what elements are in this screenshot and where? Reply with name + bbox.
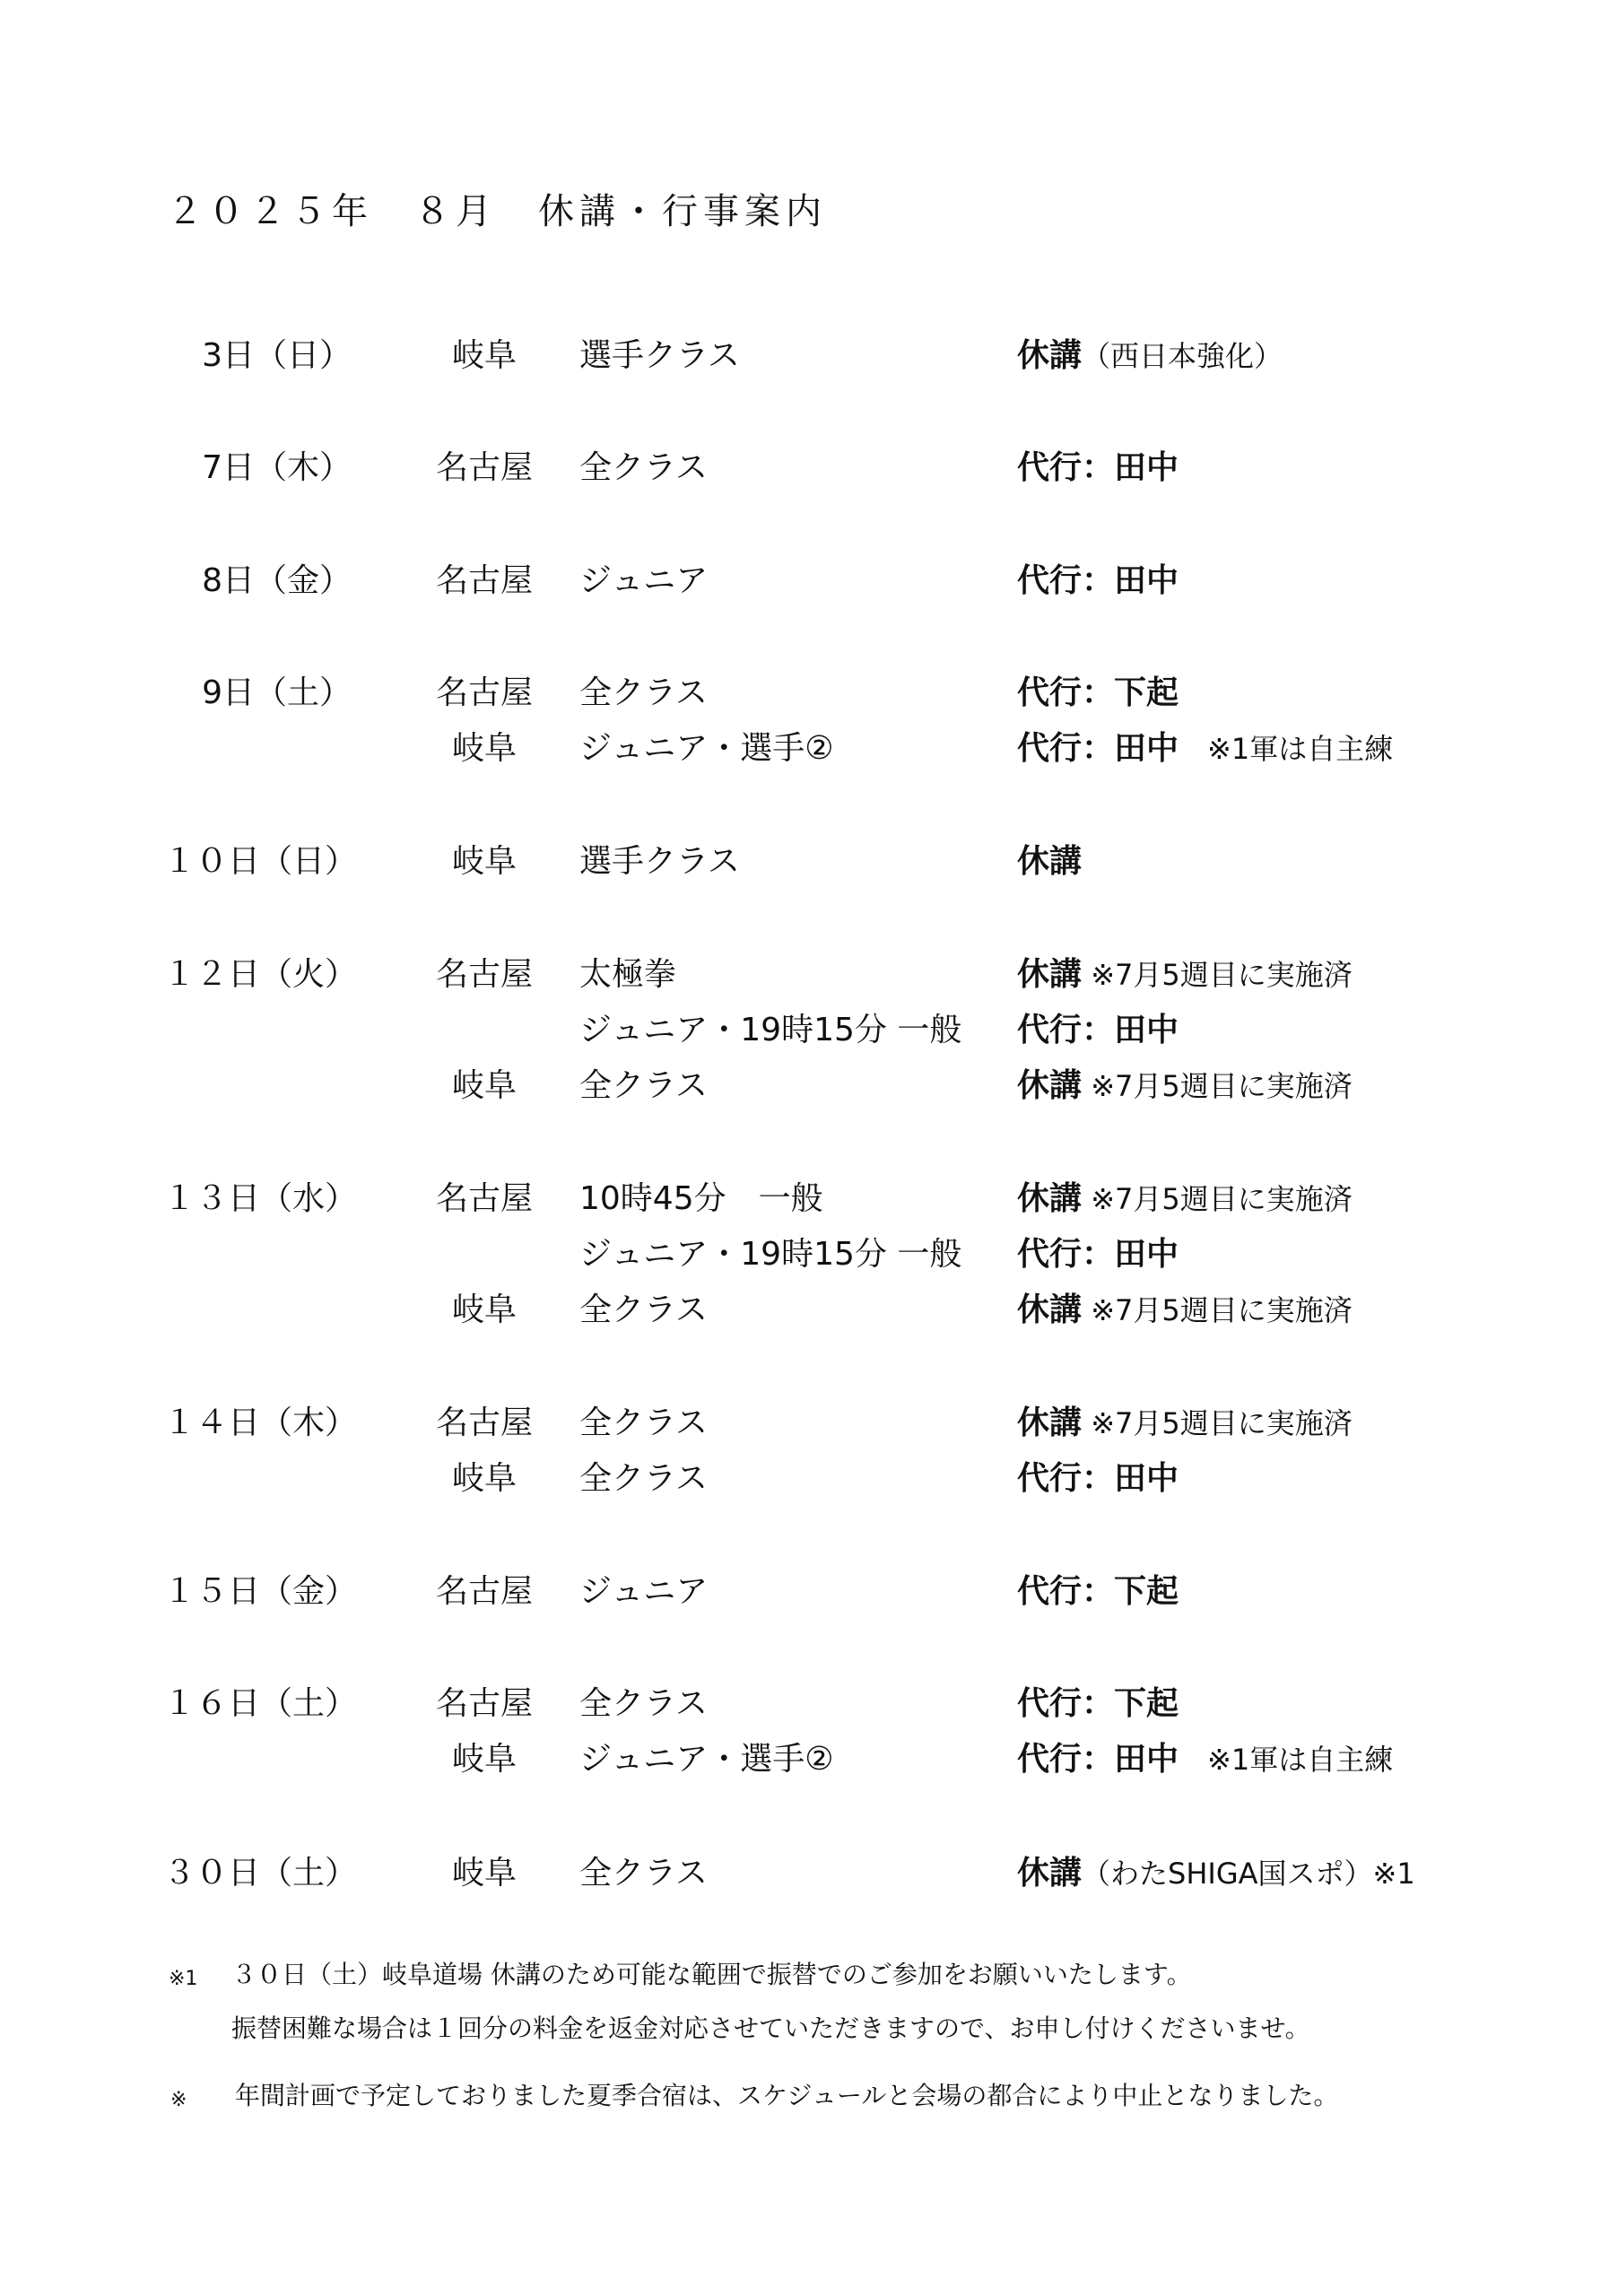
- row-class: 全クラス: [579, 1460, 708, 1497]
- row-venue: 名古屋: [435, 956, 533, 993]
- row-status: [1017, 1734, 1393, 1779]
- row-class: 全クラス: [579, 1067, 708, 1104]
- row-status: [1017, 1229, 1179, 1274]
- row-venue: 岐阜: [451, 1855, 517, 1892]
- row-status-note: ※7月5週目に実施済: [1082, 1182, 1353, 1216]
- footnote-1-line-1: ３０日（土）岐阜道場 休講のため可能な範囲で振替でのご参加をお願いいたします。: [231, 1960, 1192, 1989]
- row-status: [1017, 330, 1283, 376]
- row-status-label: 代行：田中: [1017, 730, 1179, 767]
- row-date: １４日（木）: [163, 1405, 358, 1441]
- row-class: 選手クラス: [579, 843, 740, 880]
- row-venue: 名古屋: [435, 449, 533, 486]
- row-class: 太極拳: [579, 956, 677, 993]
- row-status-label: 休講: [1017, 1405, 1083, 1441]
- row-status: [1017, 1060, 1353, 1106]
- row-date: 8日（金）: [202, 562, 352, 599]
- row-date: １６日（土）: [163, 1685, 358, 1722]
- row-venue: 岐阜: [451, 1741, 517, 1778]
- row-status: [1017, 723, 1393, 769]
- row-class: 選手クラス: [579, 337, 740, 374]
- row-status-label: 休講: [1017, 1067, 1083, 1104]
- row-class: ジュニア: [579, 1573, 709, 1610]
- row-status-label: 代行：田中: [1017, 1236, 1179, 1273]
- footnote-2-mark: ※: [170, 2089, 187, 2111]
- row-date: 3日（日）: [202, 337, 352, 374]
- row-status-label: 休講: [1017, 956, 1083, 993]
- row-venue: 名古屋: [435, 1685, 533, 1722]
- row-status-note: ※7月5週目に実施済: [1082, 958, 1353, 992]
- row-date: １２日（火）: [163, 956, 358, 993]
- row-status: [1017, 555, 1179, 601]
- row-status: [1017, 1678, 1179, 1724]
- footnote-1-mark: ※1: [169, 1968, 198, 1990]
- row-class: 全クラス: [579, 1855, 708, 1892]
- row-status-label: 代行：田中: [1017, 1741, 1179, 1778]
- row-date: １５日（金）: [163, 1573, 358, 1610]
- row-status-label: 休講: [1017, 1855, 1083, 1892]
- row-venue: 岐阜: [451, 730, 517, 767]
- row-venue: 名古屋: [435, 674, 533, 711]
- row-venue: 名古屋: [435, 562, 533, 599]
- row-venue: 岐阜: [451, 337, 517, 374]
- row-class: 10時45分 一般: [579, 1180, 823, 1217]
- row-status: [1017, 442, 1179, 488]
- footnote-1-line-2: 振替困難な場合は１回分の料金を返金対応させていただきますので、お申し付けくださいませ。: [231, 2013, 1310, 2043]
- row-status: [1017, 949, 1353, 995]
- row-status-label: 代行：田中: [1017, 1460, 1179, 1497]
- row-status: [1017, 1848, 1415, 1893]
- row-status: [1017, 667, 1179, 713]
- row-date: １０日（日）: [163, 843, 358, 880]
- row-status-note: ※7月5週目に実施済: [1082, 1406, 1353, 1440]
- row-status-note: ※1軍は自主練: [1179, 1743, 1394, 1777]
- row-status-label: 代行：田中: [1017, 562, 1179, 599]
- footnote-2-text: 年間計画で予定しておりました夏季合宿は、スケジュールと会場の都合により中止となりました。: [235, 2081, 1339, 2110]
- row-status-label: 代行：田中: [1017, 449, 1179, 486]
- row-venue: 岐阜: [451, 1067, 517, 1104]
- row-status-note: ※7月5週目に実施済: [1082, 1069, 1353, 1103]
- row-date: 7日（木）: [202, 449, 352, 486]
- row-status-label: 代行：下起: [1017, 674, 1179, 711]
- row-date: １３日（水）: [163, 1180, 358, 1217]
- row-status-note: ※7月5週目に実施済: [1082, 1293, 1353, 1327]
- row-status-label: 休講: [1017, 337, 1083, 374]
- row-status-label: 休講: [1017, 1180, 1083, 1217]
- row-status: [1017, 1173, 1353, 1219]
- row-status: [1017, 836, 1082, 882]
- row-status-label: 休講: [1017, 843, 1083, 880]
- row-class: 全クラス: [579, 1292, 708, 1328]
- row-venue: 岐阜: [451, 1460, 517, 1497]
- row-status: [1017, 1453, 1179, 1499]
- row-status-note: （西日本強化）: [1082, 339, 1283, 373]
- page-title: ２０２５年 ８月 休講・行事案内: [167, 191, 827, 232]
- row-class: ジュニア・19時15分 一般: [579, 1236, 962, 1273]
- row-venue: 名古屋: [435, 1405, 533, 1441]
- row-date: ３０日（土）: [163, 1855, 358, 1892]
- row-status: [1017, 1566, 1179, 1612]
- row-venue: 岐阜: [451, 843, 517, 880]
- row-class: ジュニア: [579, 562, 709, 599]
- row-class: ジュニア・選手②: [579, 730, 834, 767]
- row-class: 全クラス: [579, 1685, 708, 1722]
- row-class: 全クラス: [579, 674, 708, 711]
- row-class: 全クラス: [579, 449, 708, 486]
- row-status-note: （わたSHIGA国スポ）※1: [1082, 1857, 1415, 1891]
- row-class: ジュニア・19時15分 一般: [579, 1012, 962, 1048]
- row-status-label: 代行：下起: [1017, 1685, 1179, 1722]
- row-venue: 名古屋: [435, 1573, 533, 1610]
- row-class: 全クラス: [579, 1405, 708, 1441]
- row-status-label: 代行：下起: [1017, 1573, 1179, 1610]
- row-class: ジュニア・選手②: [579, 1741, 834, 1778]
- row-status: [1017, 1397, 1353, 1443]
- row-status-label: 休講: [1017, 1292, 1083, 1328]
- row-venue: 岐阜: [451, 1292, 517, 1328]
- row-status: [1017, 1004, 1179, 1050]
- row-status-label: 代行：田中: [1017, 1012, 1179, 1048]
- row-status-note: ※1軍は自主練: [1179, 732, 1394, 766]
- row-date: 9日（土）: [202, 674, 352, 711]
- row-venue: 名古屋: [435, 1180, 533, 1217]
- row-status: [1017, 1284, 1353, 1330]
